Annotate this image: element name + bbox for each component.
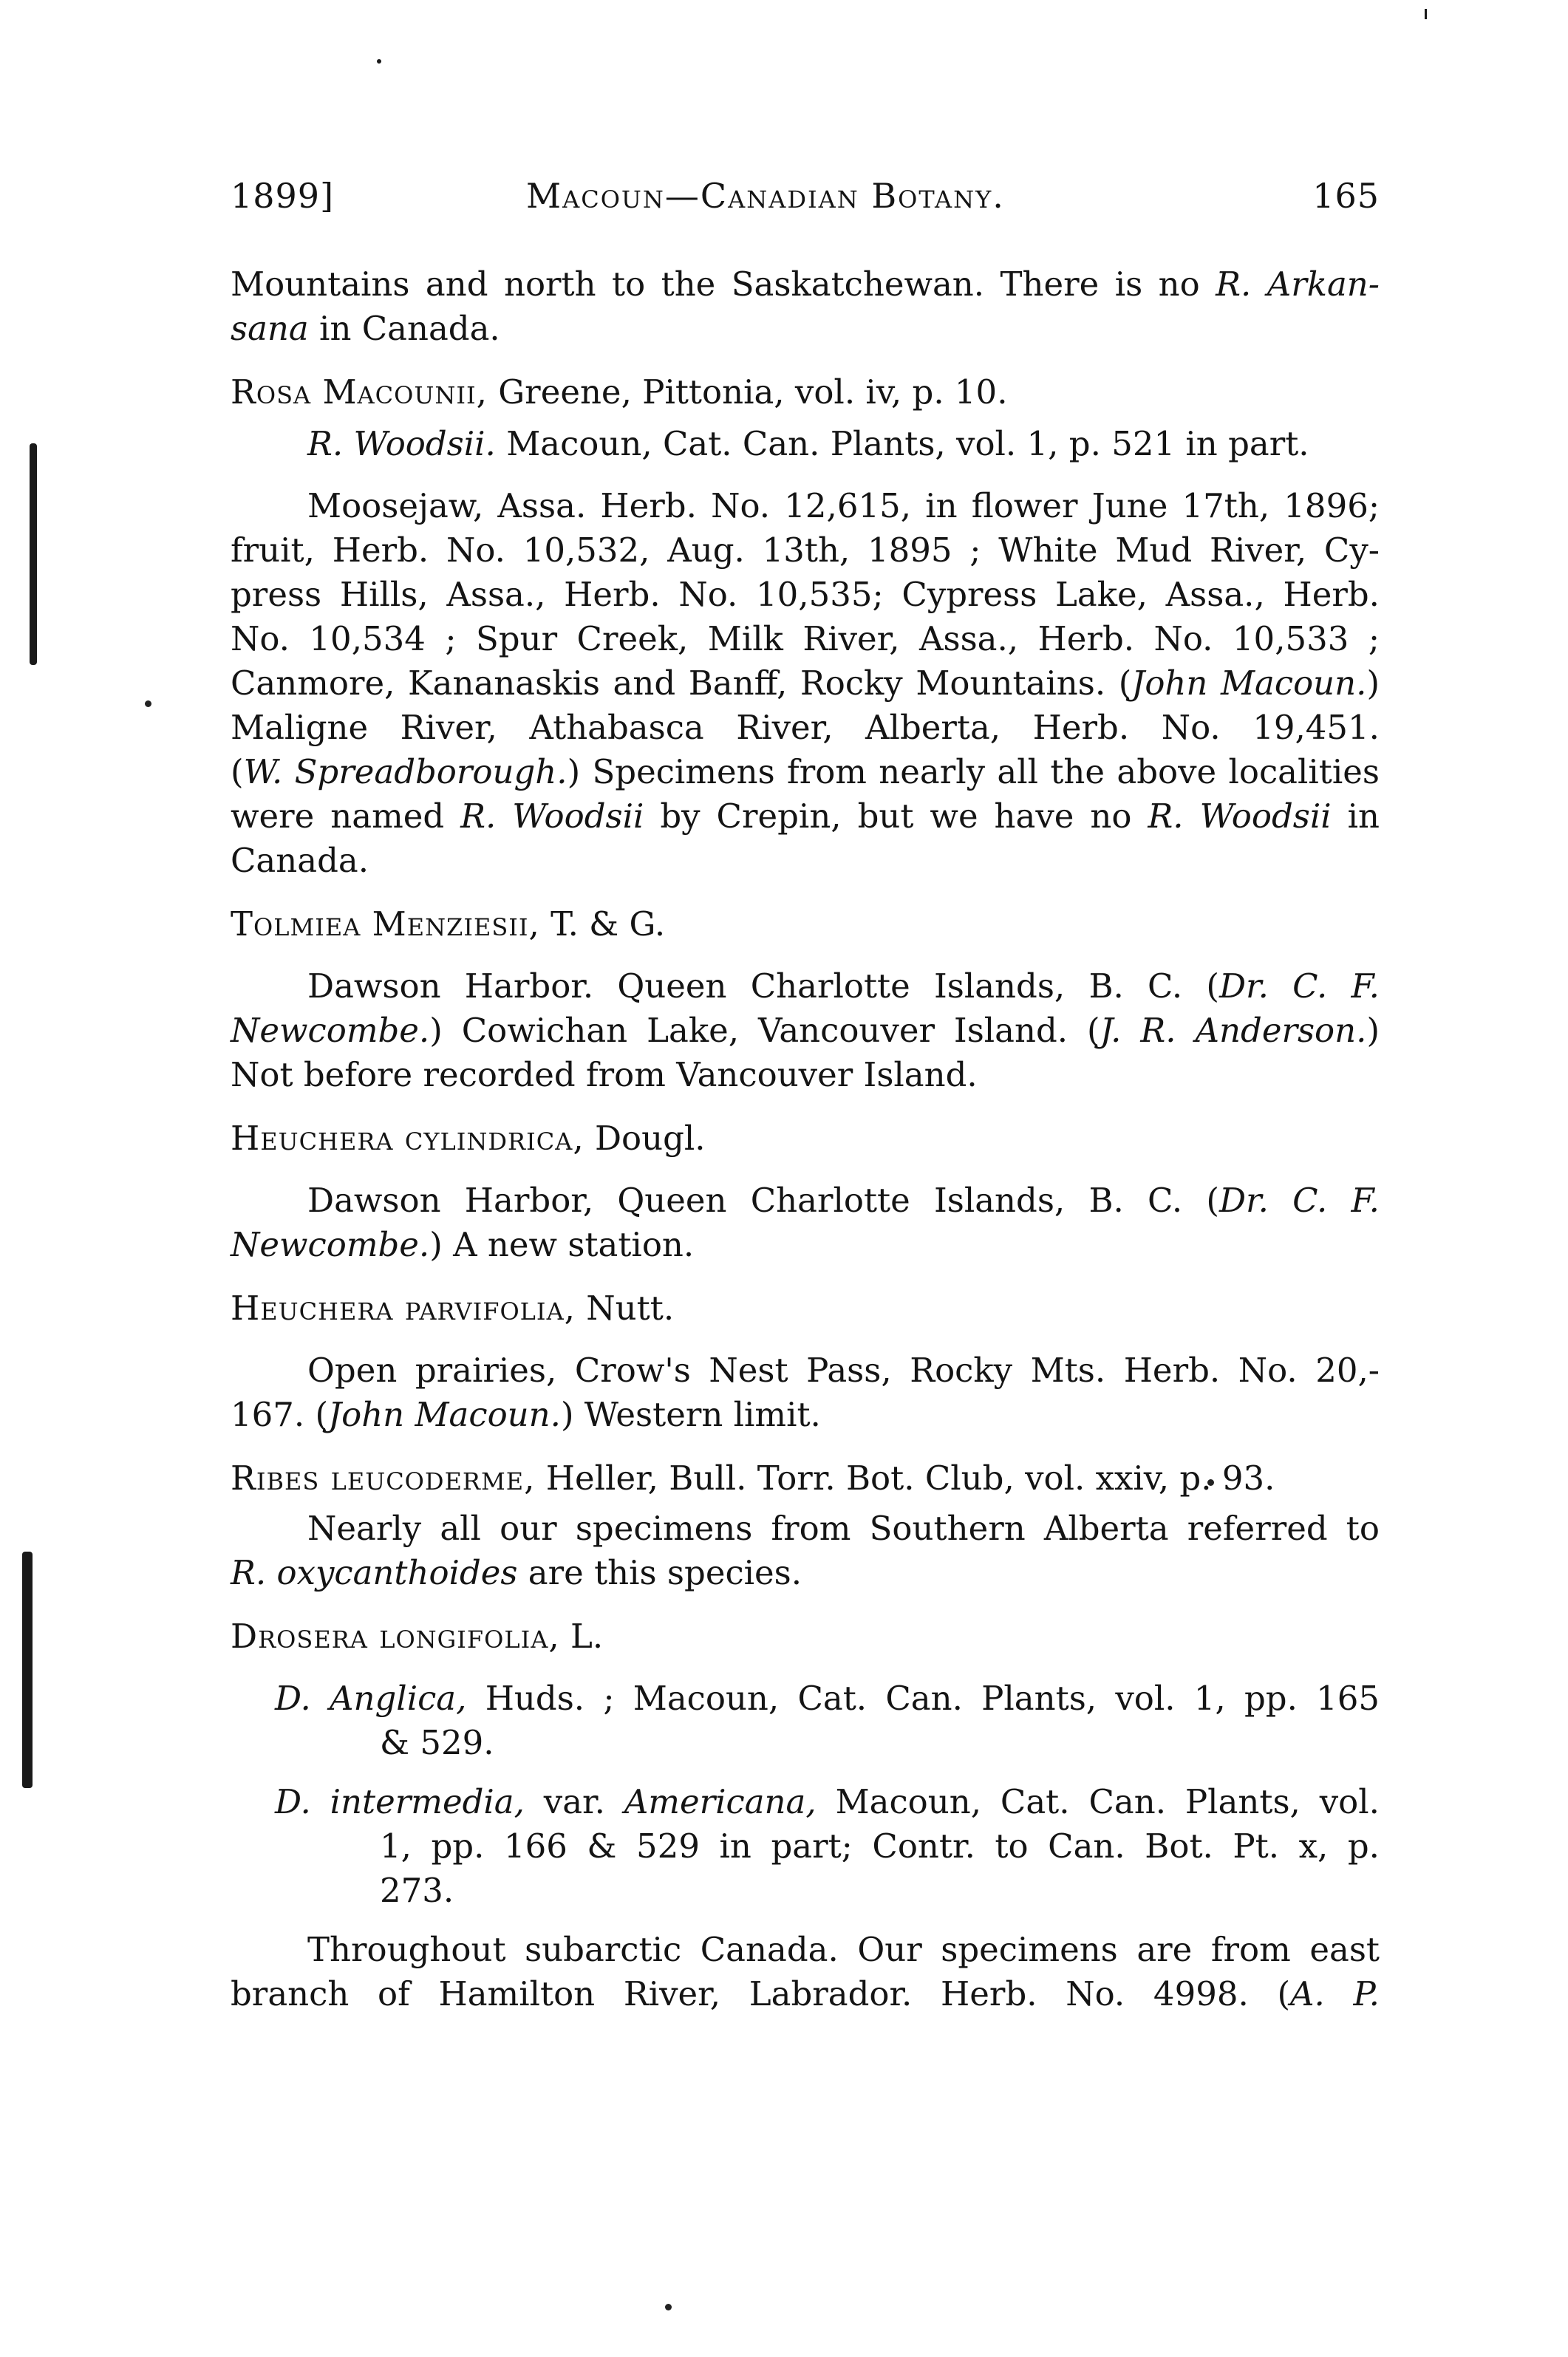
text-line: [231, 1551, 1380, 1595]
text-line: [231, 794, 1380, 839]
text-span: Canmore, Kananaskis and Banff, Rocky Mountains. (: [231, 664, 1132, 703]
entry-heading-ribes: [231, 1456, 1380, 1501]
scan-dot-1: [145, 700, 151, 707]
scan-mark-top: [377, 59, 381, 64]
italic-span: sana: [231, 309, 309, 348]
text-line: [231, 1928, 1380, 1972]
taxon-authority: Greene, Pittonia, vol. iv, p. 10.: [498, 372, 1008, 412]
header-year: 1899]: [231, 176, 335, 216]
taxon-name: Rosa Macounii,: [231, 372, 488, 412]
text-span: 167. (: [231, 1395, 329, 1434]
text-span: ) A new station.: [429, 1225, 695, 1264]
text-line: [231, 528, 1380, 573]
italic-span: R. Woodsii.: [307, 424, 496, 463]
taxon-authority: Dougl.: [594, 1119, 706, 1158]
taxon-name: Tolmiea Menziesii,: [231, 904, 540, 944]
synonym-line: [231, 1869, 1380, 1913]
text-line: [231, 1393, 1380, 1437]
italic-span: Newcombe.: [231, 1011, 430, 1050]
text-span: (: [231, 752, 244, 791]
entry-heading-heuchera-cylindrica: [231, 1116, 1380, 1161]
synonym-line: [231, 1676, 1380, 1721]
text-span: were named: [231, 797, 445, 836]
italic-span: Americana,: [624, 1782, 817, 1821]
binding-mark-upper: [30, 443, 37, 665]
taxon-name: Drosera longifolia,: [231, 1617, 560, 1656]
text-line: [231, 484, 1380, 528]
running-title: Macoun—Canadian Botany.: [526, 176, 1005, 216]
synonym-line: [231, 1780, 1380, 1824]
text-span: press Hills, Assa., Herb. No. 10,535; Cypress Lake, Assa., Herb.: [231, 575, 1380, 614]
text-line: [231, 839, 1380, 883]
synonym-line: [231, 1824, 1380, 1869]
text-span: 1, pp. 166 & 529 in part; Contr. to Can. Bot. Pt. x, p.: [380, 1826, 1380, 1866]
body-text: [231, 262, 1380, 2016]
text-span: Open prairies, Crow's Nest Pass, Rocky Mts. Herb. No. 20,-: [307, 1351, 1380, 1390]
text-span: Moosejaw, Assa. Herb. No. 12,615, in flower June 17th, 1896;: [307, 486, 1380, 525]
taxon-authority: L.: [570, 1617, 604, 1656]
italic-span: J. R. Anderson.: [1100, 1011, 1367, 1050]
text-line: [231, 1053, 1380, 1097]
text-line: [231, 1009, 1380, 1053]
italic-span: D. intermedia,: [275, 1782, 525, 1821]
text-span: Not before recorded from Vancouver Island.: [231, 1055, 978, 1094]
text-span: by Crepin, but we have no: [660, 797, 1132, 836]
taxon-authority: T. & G.: [550, 904, 666, 944]
text-span: & 529.: [380, 1723, 494, 1762]
text-line: [231, 1223, 1380, 1267]
text-span: No. 10,534 ; Spur Creek, Milk River, Assa., Herb. No. 10,533 ;: [231, 619, 1380, 658]
italic-span: John Macoun.: [328, 1395, 561, 1434]
text-line: [231, 1507, 1380, 1551]
text-span: are this species.: [528, 1553, 802, 1592]
text-line: [231, 307, 1380, 351]
text-span: ) Cowichan Lake, Vancouver Island. (: [429, 1011, 1100, 1050]
taxon-name: Ribes leucoderme,: [231, 1459, 536, 1498]
taxon-name: Heuchera parvifolia,: [231, 1289, 576, 1328]
text-line: [231, 1178, 1380, 1223]
page-number: 165: [1312, 176, 1380, 216]
binding-mark-lower: [22, 1552, 33, 1788]
entry-heading-drosera: [231, 1614, 1380, 1659]
italic-span: Dr. C. F.: [1218, 966, 1380, 1006]
text-span: Dawson Harbor. Queen Charlotte Islands, B. C. (: [307, 966, 1219, 1006]
italic-span: R. Woodsii: [460, 797, 644, 836]
italic-span: D. Anglica,: [275, 1679, 467, 1718]
entry-heading-heuchera-parvifolia: [231, 1286, 1380, 1331]
text-span: ): [1366, 664, 1380, 703]
text-span: ): [1366, 1011, 1380, 1050]
text-span: in Canada.: [319, 309, 500, 348]
italic-span: John Macoun.: [1131, 664, 1367, 703]
taxon-authority: Nutt.: [586, 1289, 675, 1328]
text-line: [231, 706, 1380, 750]
text-span: Canada.: [231, 841, 369, 880]
text-span: in: [1347, 797, 1380, 836]
scan-mark-right: [1425, 9, 1427, 19]
text-span: ) Western limit.: [560, 1395, 821, 1434]
text-span: var.: [543, 1782, 605, 1821]
text-line: [231, 964, 1380, 1009]
text-span: Mountains and north to the Saskatchewan. There is no: [231, 265, 1200, 304]
text-line: [231, 1348, 1380, 1393]
synonym-line: [231, 1721, 1380, 1765]
entry-heading-tolmiea: [231, 902, 1380, 946]
scan-dot-3: [665, 2304, 672, 2310]
italic-span: W. Spreadborough.: [243, 752, 567, 791]
text-span: Huds. ; Macoun, Cat. Can. Plants, vol. 1, pp. 165: [485, 1679, 1380, 1718]
italic-span: R. oxycanthoides: [231, 1553, 518, 1592]
italic-span: R. Arkan-: [1216, 265, 1380, 304]
italic-span: Newcombe.: [231, 1225, 430, 1264]
text-line: [231, 262, 1380, 307]
text-span: ) Specimens from nearly all the above localities: [567, 752, 1380, 791]
text-line: [231, 661, 1380, 706]
text-line: [231, 617, 1380, 661]
text-span: branch of Hamilton River, Labrador. Herb. No. 4998. (: [231, 1974, 1291, 2013]
text-line: [231, 750, 1380, 794]
italic-span: A. P.: [1290, 1974, 1380, 2013]
text-span: Macoun, Cat. Can. Plants, vol. 1, p. 521 in part.: [506, 424, 1309, 463]
text-line: [231, 1972, 1380, 2016]
running-header: [231, 176, 1380, 242]
text-span: Dawson Harbor, Queen Charlotte Islands, B. C. (: [307, 1181, 1219, 1220]
text-span: fruit, Herb. No. 10,532, Aug. 13th, 1895 ; White Mud River, Cy-: [231, 531, 1380, 570]
text-span: Nearly all our specimens from Southern Alberta referred to: [307, 1509, 1380, 1548]
text-span: Throughout subarctic Canada. Our specimens are from east: [307, 1930, 1380, 1969]
synonym-line: [231, 422, 1380, 466]
taxon-authority: Heller, Bull. Torr. Bot. Club, vol. xxiv, p. 93.: [545, 1459, 1275, 1498]
entry-heading-rosa: [231, 370, 1380, 415]
italic-span: R. Woodsii: [1148, 797, 1332, 836]
text-span: Macoun, Cat. Can. Plants, vol.: [835, 1782, 1380, 1821]
text-line: [231, 573, 1380, 617]
text-span: 273.: [380, 1871, 454, 1910]
italic-span: Dr. C. F.: [1218, 1181, 1380, 1220]
taxon-name: Heuchera cylindrica,: [231, 1119, 584, 1158]
text-span: Maligne River, Athabasca River, Alberta, Herb. No. 19,451.: [231, 708, 1380, 747]
